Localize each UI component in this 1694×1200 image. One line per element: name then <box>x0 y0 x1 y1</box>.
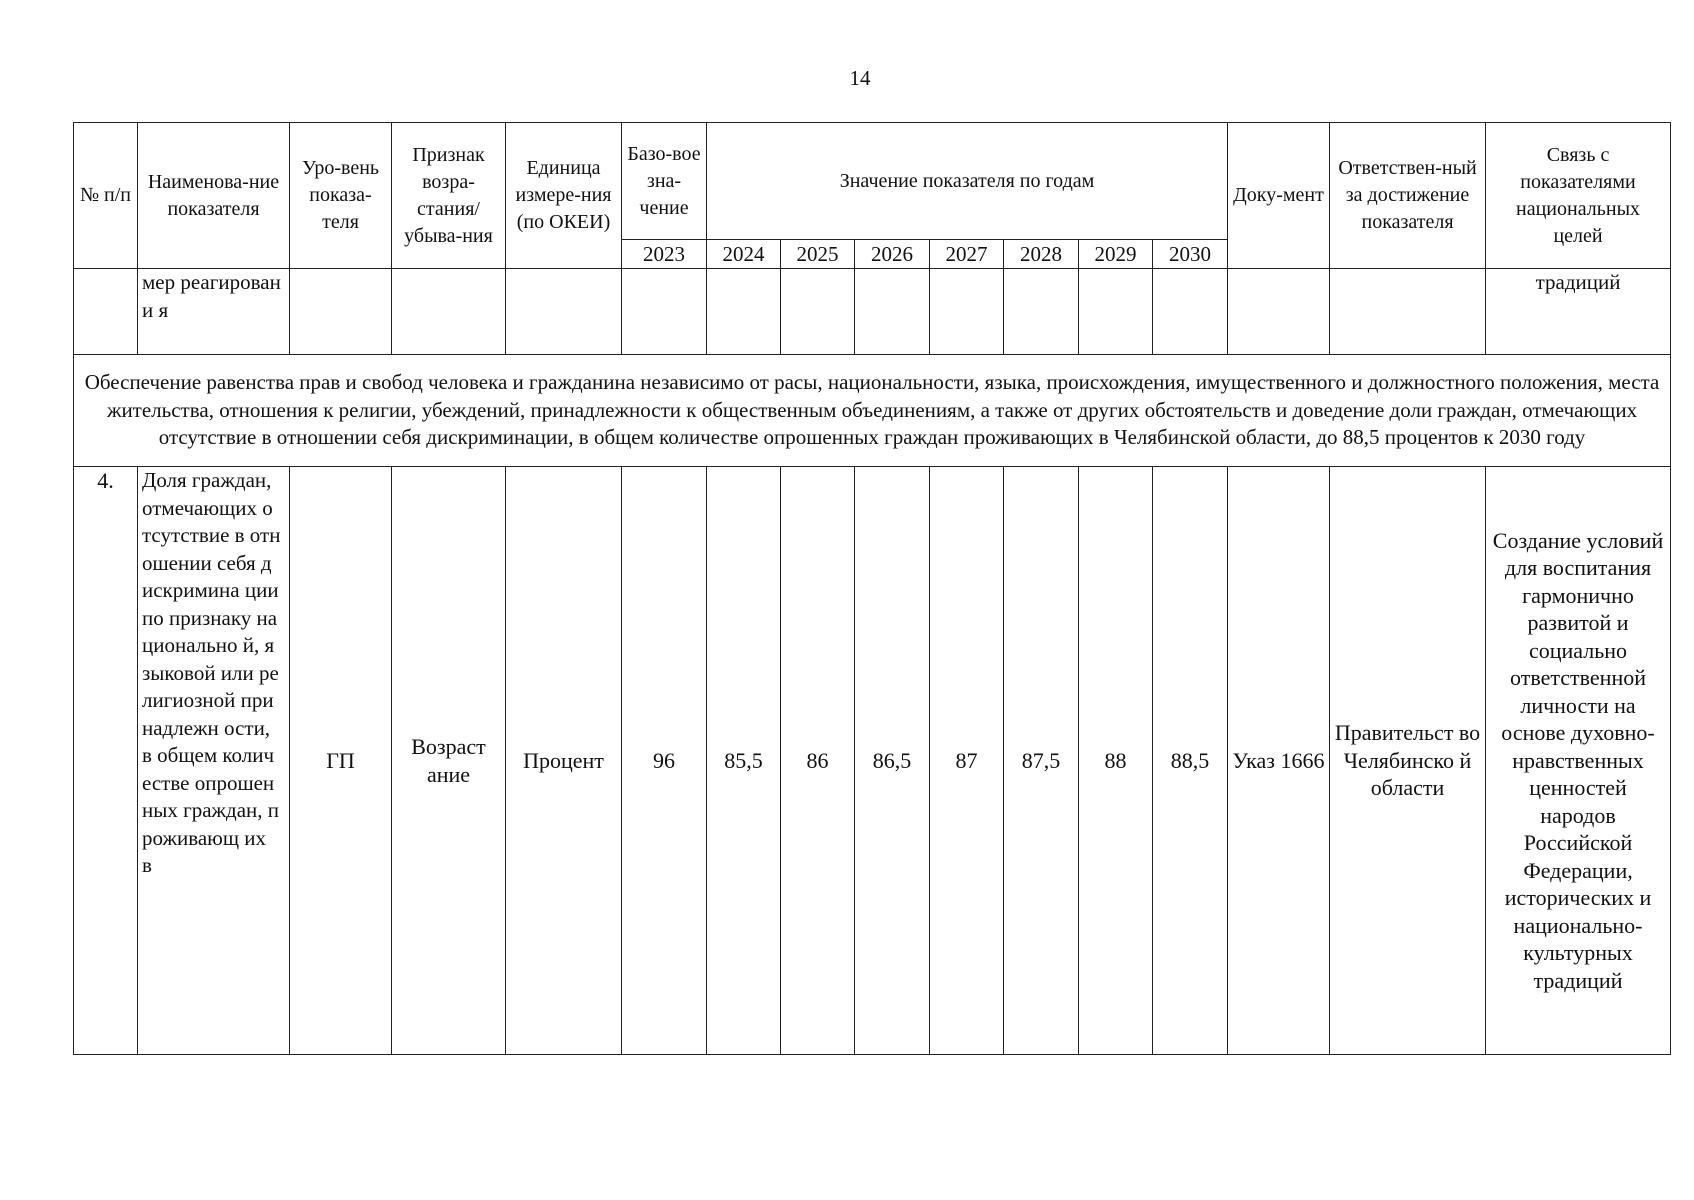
header-values-by-year: Значение показателя по годам <box>707 123 1228 240</box>
header-base-year: 2023 <box>622 240 707 269</box>
header-year-2025: 2025 <box>781 240 855 269</box>
value-2029: 88 <box>1079 467 1153 1055</box>
indicator-trend: Возраст ание <box>392 467 506 1055</box>
header-base: Базо-вое зна-чение <box>622 123 707 240</box>
header-year-2029: 2029 <box>1079 240 1153 269</box>
continued-name: мер реагировани я <box>138 269 290 355</box>
responsible: Правительст во Челябинско й области <box>1330 467 1486 1055</box>
indicator-unit: Процент <box>506 467 622 1055</box>
base-value: 96 <box>622 467 707 1055</box>
value-2030: 88,5 <box>1153 467 1228 1055</box>
header-year-2024: 2024 <box>707 240 781 269</box>
section-title: Обеспечение равенства прав и свобод человека и гражданина независимо от расы, национальности, языка, происхождения, имущественного и должностного положения, места жительства, отношения к религии, убеждений, принадлежности к общественным объединениям, а также от других обстоятельств и доведение доли граждан, отмечающих отсутствие в отношении себя дискриминации, в общем количестве опрошенных граждан проживающих в Челябинской области, до 88,5 процентов к 2030 году <box>74 355 1671 467</box>
header-responsible: Ответствен-ный за достижение показателя <box>1330 123 1486 269</box>
section-row <box>74 355 1671 467</box>
header-name: Наименова-ние показателя <box>138 123 290 269</box>
continued-row <box>74 269 1671 355</box>
header-year-2026: 2026 <box>855 240 930 269</box>
document: Указ 1666 <box>1228 467 1330 1055</box>
header-document: Доку-мент <box>1228 123 1330 269</box>
indicator-name: Доля граждан, отмечающих отсутствие в отношении себя дискримина ции по признаку национально й, языковой или религиозной принадлежн ости, в общем количестве опрошенных граждан, проживающ их в <box>138 467 290 1055</box>
value-2025: 86 <box>781 467 855 1055</box>
header-trend: Признак возра-стания/ убыва-ния <box>392 123 506 269</box>
header-unit: Единица измере-ния (по ОКЕИ) <box>506 123 622 269</box>
row-num: 4. <box>74 467 138 1055</box>
header-num: № п/п <box>74 123 138 269</box>
page-number: 14 <box>849 66 871 90</box>
value-2027: 87 <box>930 467 1004 1055</box>
header-year-2028: 2028 <box>1004 240 1079 269</box>
indicators-table <box>73 122 1671 1055</box>
national-goal-link: Создание условий для воспитания гармонично развитой и социально ответственной личности на основе духовно-нравственных ценностей народов Российской Федерации, исторических и национально-культурных традиций <box>1486 467 1671 1055</box>
header-year-2027: 2027 <box>930 240 1004 269</box>
value-2024: 85,5 <box>707 467 781 1055</box>
value-2028: 87,5 <box>1004 467 1079 1055</box>
value-2026: 86,5 <box>855 467 930 1055</box>
table-row <box>74 467 1671 1055</box>
continued-link: традиций <box>1486 269 1671 355</box>
continued-num <box>74 269 138 355</box>
header-level: Уро-вень показа-теля <box>290 123 392 269</box>
indicator-level: ГП <box>290 467 392 1055</box>
header-year-2030: 2030 <box>1153 240 1228 269</box>
header-row <box>74 123 1671 240</box>
header-link: Связь с показателями национальных целей <box>1486 123 1671 269</box>
